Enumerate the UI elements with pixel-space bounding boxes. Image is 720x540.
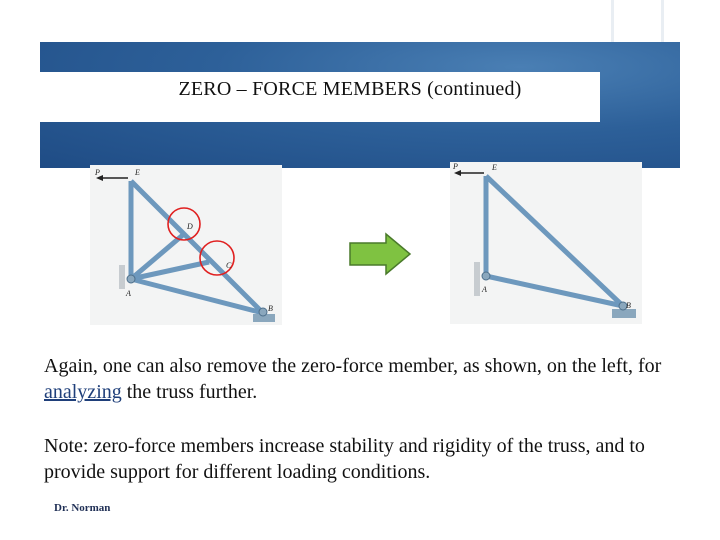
label-d: D	[187, 222, 193, 231]
truss-figure-right	[450, 162, 642, 324]
label-c: C	[226, 261, 232, 270]
truss-diagram-left	[90, 165, 282, 325]
wall-support	[119, 265, 125, 289]
right-arrow-icon	[348, 232, 412, 276]
paragraph-text-end: the truss further.	[121, 381, 258, 403]
paragraph-note: Note: zero-force members increase stability and rigidity of the truss, and to provide support for different loading conditions.	[44, 435, 645, 483]
decoration-line-1	[611, 0, 614, 42]
label-a: A	[482, 285, 487, 294]
label-e: E	[492, 163, 497, 172]
paragraph-text-start: Again, one can also remove the zero-force member, as shown, on the left, for	[44, 355, 662, 377]
pin-a	[127, 275, 135, 283]
truss-diagram-right	[450, 162, 642, 324]
decoration-line-2	[661, 0, 664, 42]
wall-support	[474, 262, 480, 296]
member-ab	[486, 276, 623, 306]
label-e: E	[135, 168, 140, 177]
paragraph-remove-member	[44, 353, 684, 405]
label-a: A	[126, 289, 131, 298]
member-eb	[131, 181, 263, 313]
pin-b	[259, 308, 267, 316]
label-b: B	[268, 304, 273, 313]
member-eb	[486, 176, 623, 306]
footer-author: Dr. Norman	[54, 502, 111, 514]
label-b: B	[626, 301, 631, 310]
analyzing-link[interactable]: analyzing	[44, 381, 122, 403]
pin-a	[482, 272, 490, 280]
label-p: P	[95, 168, 100, 177]
truss-figure-left	[90, 165, 282, 325]
label-p: P	[453, 162, 458, 171]
slide-title: ZERO – FORCE MEMBERS (continued)	[178, 78, 522, 100]
